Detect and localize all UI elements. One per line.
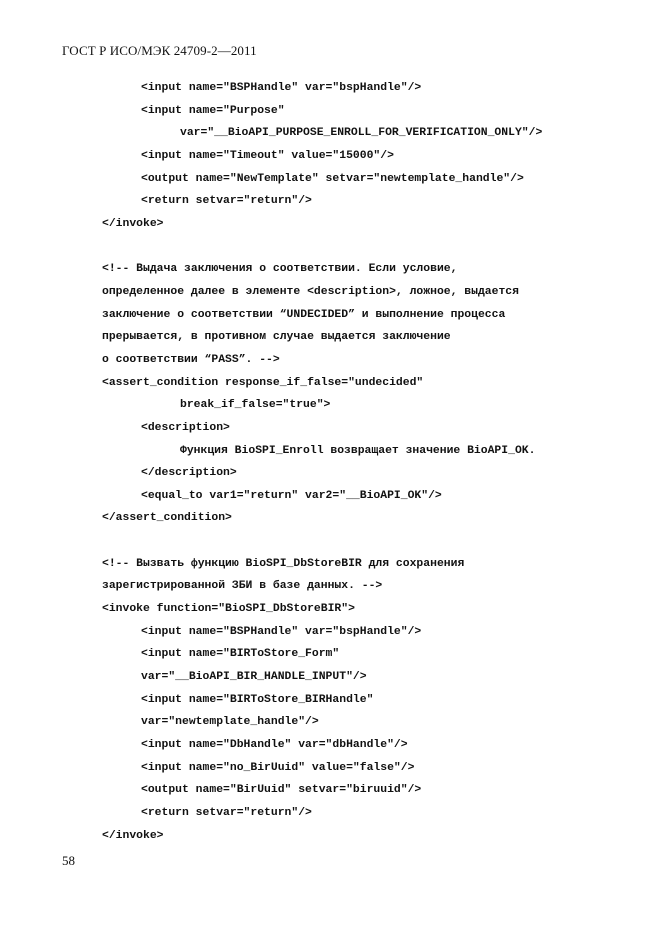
document-header: ГОСТ Р ИСО/МЭК 24709-2—2011 xyxy=(62,43,257,58)
code-line xyxy=(0,145,661,168)
code-text: <input name="Purpose" xyxy=(141,104,285,117)
code-line xyxy=(0,304,661,327)
code-text: <assert_condition response_if_false="undecided" xyxy=(102,376,424,389)
code-text: <output name="NewTemplate" setvar="newtemplate_handle"/> xyxy=(141,172,524,185)
code-text: </description> xyxy=(141,467,237,480)
code-line xyxy=(0,349,661,372)
code-line xyxy=(0,394,661,417)
code-line xyxy=(0,168,661,191)
code-line xyxy=(0,711,661,734)
code-line xyxy=(0,553,661,576)
code-line xyxy=(0,440,661,463)
code-line xyxy=(0,621,661,644)
code-text: <input name="Timeout" value="15000"/> xyxy=(141,149,394,162)
code-text: </assert_condition> xyxy=(102,512,232,525)
code-line xyxy=(0,598,661,621)
comment-text: зарегистрированной ЗБИ в базе данных. --> xyxy=(102,580,383,593)
code-text: var="__BioAPI_PURPOSE_ENROLL_FOR_VERIFICATION_ONLY"/> xyxy=(180,127,543,140)
blank-line xyxy=(0,236,661,259)
code-text: <description> xyxy=(141,421,230,434)
page-number: 58 xyxy=(62,853,75,868)
code-line xyxy=(0,507,661,530)
code-line xyxy=(0,258,661,281)
comment-text: прерывается, в противном случае выдается заключение xyxy=(102,331,451,344)
code-line xyxy=(0,213,661,236)
comment-text: определенное далее в элементе <description>, ложное, выдается xyxy=(102,285,519,298)
code-text: <input name="BSPHandle" var="bspHandle"/> xyxy=(141,625,422,638)
code-line xyxy=(0,417,661,440)
code-text: <return setvar="return"/> xyxy=(141,195,312,208)
code-line xyxy=(0,372,661,395)
comment-text: заключение о соответствии “UNDECIDED” и выполнение процесса xyxy=(102,308,506,321)
code-text: Функция BioSPI_Enroll возвращает значение BioAPI_OK. xyxy=(180,444,536,457)
code-line xyxy=(0,666,661,689)
code-text: break_if_false="true"> xyxy=(180,399,331,412)
code-line xyxy=(0,100,661,123)
blank-line xyxy=(0,530,661,553)
code-line xyxy=(0,734,661,757)
code-text: <input name="DbHandle" var="dbHandle"/> xyxy=(141,739,408,752)
code-text: <input name="BIRToStore_Form" xyxy=(141,648,340,661)
comment-text: <!-- Вызвать функцию BioSPI_DbStoreBIR для сохранения xyxy=(102,557,465,570)
code-text: <input name="no_BirUuid" value="false"/> xyxy=(141,761,415,774)
code-text: <invoke function="BioSPI_DbStoreBIR"> xyxy=(102,603,355,616)
code-text: <output name="BirUuid" setvar="biruuid"/> xyxy=(141,784,422,797)
code-text: <input name="BSPHandle" var="bspHandle"/> xyxy=(141,82,422,94)
code-line xyxy=(0,689,661,712)
comment-text: <!-- Выдача заключения о соответствии. Если условие, xyxy=(102,263,458,276)
code-line xyxy=(0,122,661,145)
code-text: var="__BioAPI_BIR_HANDLE_INPUT"/> xyxy=(141,671,367,684)
code-line xyxy=(0,802,661,825)
code-line xyxy=(0,825,661,848)
code-line xyxy=(0,77,661,100)
code-line xyxy=(0,462,661,485)
code-text: <input name="BIRToStore_BIRHandle" xyxy=(141,693,374,706)
code-line xyxy=(0,190,661,213)
code-text: <equal_to var1="return" var2="__BioAPI_OK"/> xyxy=(141,489,442,502)
code-text: </invoke> xyxy=(102,829,164,842)
code-line xyxy=(0,779,661,802)
code-line xyxy=(0,326,661,349)
code-text: <return setvar="return"/> xyxy=(141,807,312,819)
code-text: </invoke> xyxy=(102,217,164,230)
code-line xyxy=(0,757,661,780)
code-line xyxy=(0,281,661,304)
comment-text: о соответствии “PASS”. --> xyxy=(102,353,280,366)
code-line xyxy=(0,485,661,508)
code-text: var="newtemplate_handle"/> xyxy=(141,716,319,729)
code-listing xyxy=(0,77,661,847)
code-line xyxy=(0,643,661,666)
code-line xyxy=(0,575,661,598)
